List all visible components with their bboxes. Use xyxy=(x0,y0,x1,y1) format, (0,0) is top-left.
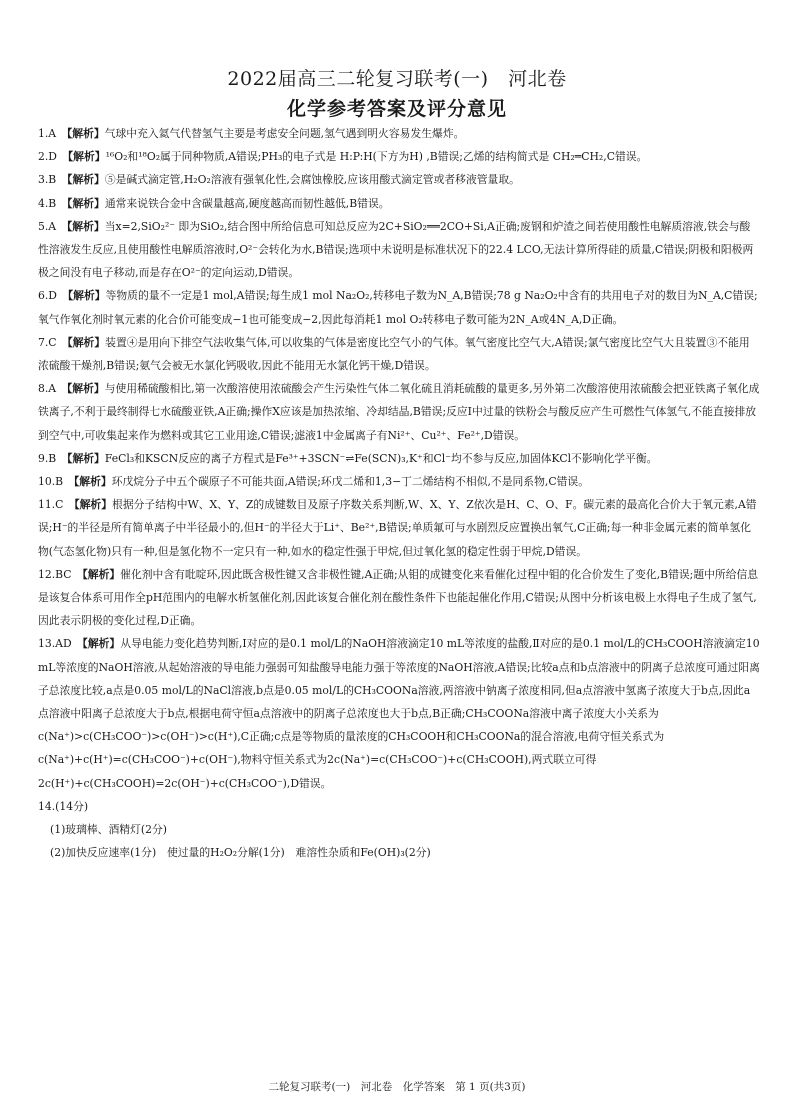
answer-item: 5.A 【解析】当x=2,SiO₂²⁻ 即为SiO₂,结合图中所给信息可知总反应为2C+SiO₂══2CO+Si,A正确;废钢和炉渣之间若使用酸性电解质溶液,铁会与酸性溶液发生反应,且使用酸性电解质溶液时,O²⁻会转化为水,B错误;选项中未说明是标准状况下的22.4 LCO,无法计算所得硅的质量,C错误;阴极和阳极两极之间没有电子移动,而是存在O²⁻的定向运动,D错误。 xyxy=(38,219,754,280)
question-14-part-2: (2)加快反应速率(1分) 使过量的H₂O₂分解(1分) 难溶性杂质和Fe(OH)₃(2分) xyxy=(50,846,431,860)
page-footer: 二轮复习联考(一) 河北卷 化学答案 第 1 页(共3页) xyxy=(268,1081,526,1093)
answer-item: 8.A 【解析】与使用稀硫酸相比,第一次酸溶使用浓硫酸会产生污染性气体二氧化硫且消耗硫酸的量更多,另外第二次酸溶使用浓硫酸会把亚铁离子氧化成铁离子,不利于最终制得七水硫酸亚铁,A正确;操作X应该是加热浓缩、冷却结晶,B错误;反应Ⅰ中过量的铁粉会与酸反应产生可燃性气体氢气,不能直接排放到空气中,可收集起来作为燃料或其它工业用途,C错误;滤液1中金属离子有Ni²⁺、Cu²⁺、Fe²⁺,D错误。 xyxy=(38,382,760,442)
answer-item: 2.D 【解析】¹⁶O₂和¹⁸O₂属于同种物质,A错误;PH₃的电子式是 H:P:H(下方为H) ,B错误;乙烯的结构简式是 CH₂═CH₂,C错误。 xyxy=(38,150,648,164)
page-title: 2022届高三二轮复习联考(一) 河北卷 xyxy=(227,68,567,90)
answer-item: 11.C 【解析】根据分子结构中W、X、Y、Z的成键数目及原子序数关系判断,W、X、Y、Z依次是H、C、O、F。碳元素的最高化合价大于氧元素,A错误;H⁻的半径是所有简单离子中半径最小的,但H⁻的半径大于Li⁺、Be²⁺,B错误;单质氟可与水剧烈反应置换出氧气,C正确;每一种非金属元素的简单氢化物(气态氢化物)只有一种,但是氢化物不一定只有一种,如水的稳定性强于甲烷,但过氧化氢的稳定性弱于甲烷,D错误。 xyxy=(38,498,757,558)
answer-item: 6.D 【解析】等物质的量不一定是1 mol,A错误;每生成1 mol Na₂O₂,转移电子数为N_A,B错误;78 g Na₂O₂中含有的共用电子对的数目为N_A,C错误;氧气作氧化剂时氧元素的化合价可能变成−1也可能变成−2,因此每消耗1 mol O₂转移电子数可能为2N_A或4N_A,D正确。 xyxy=(38,289,758,326)
page-subtitle: 化学参考答案及评分意见 xyxy=(286,98,507,120)
question-14-part-1: (1)玻璃棒、酒精灯(2分) xyxy=(50,823,167,837)
answer-item: 7.C 【解析】装置④是用向下排空气法收集气体,可以收集的气体是密度比空气小的气体。氧气密度比空气大,A错误;氯气密度比空气大且装置③不能用浓硫酸干燥剂,B错误;氨气会被无水氯化钙吸收,因此不能用无水氯化钙干燥,D错误。 xyxy=(38,335,750,373)
answer-item: 13.AD 【解析】从导电能力变化趋势判断,Ⅰ对应的是0.1 mol/L的NaOH溶液滴定10 mL等浓度的盐酸,Ⅱ对应的是0.1 mol/L的CH₃COOH溶液滴定10 mL等浓度的NaOH溶液,从起始溶液的导电能力强弱可知盐酸导电能力强于等浓度的NaOH溶液,A错误;比较a点和b点溶液中的阴离子总浓度可通过阳离子总浓度比较,a点是0.05 mol/L的NaCl溶液,b点是0.05 mol/L的CH₃COONa溶液,两溶液中钠离子浓度相同,但a点溶液中氢离子浓度大于b点,因此a点溶液中阳离子总浓度大于b点,根据电荷守恒a点溶液中的阴离子总浓度也大于b点,B正确;CH₃COONa溶液中离子浓度大小关系为c(Na⁺)>c(CH₃COO⁻)>c(OH⁻)>c(H⁺),C正确;c点是等物质的量浓度的CH₃COOH和CH₃COONa的混合溶液,电荷守恒关系式为c(Na⁺)+c(H⁺)=c(CH₃COO⁻)+c(OH⁻),物料守恒关系式为2c(Na⁺)=c(CH₃COO⁻)+c(CH₃COOH),两式联立可得2c(H⁺)+c(CH₃COOH)=2c(OH⁻)+c(CH₃COO⁻),D错误。 xyxy=(38,637,760,790)
answer-item: 1.A 【解析】气球中充入氦气代替氢气主要是考虑安全问题,氢气遇到明火容易发生爆炸。 xyxy=(38,127,465,140)
question-14-heading: 14.(14分) xyxy=(38,799,89,813)
answer-item: 10.B 【解析】环戊烷分子中五个碳原子不可能共面,A错误;环戊二烯和1,3−丁二烯结构不相似,不是同系物,C错误。 xyxy=(38,475,589,489)
answer-item: 3.B 【解析】⑤是碱式滴定管,H₂O₂溶液有强氧化性,会腐蚀橡胶,应该用酸式滴定管或者移液管量取。 xyxy=(38,173,520,187)
answer-item: 9.B 【解析】FeCl₃和KSCN反应的离子方程式是Fe³⁺+3SCN⁻⇌Fe(SCN)₃,K⁺和Cl⁻均不参与反应,加固体KCl不影响化学平衡。 xyxy=(38,451,658,465)
answer-item: 12.BC 【解析】催化剂中含有吡啶环,因此既含极性键又含非极性键,A正确;从钼的成键变化来看催化过程中钼的化合价发生了变化,B错误;题中所给信息是该复合体系可用作全pH范围内的电解水析氢催化剂,因此该复合催化剂在酸性条件下也能起催化作用,C错误;从图中分析该电极上水得电子生成了氢气,因此表示阴极的变化过程,D正确。 xyxy=(38,567,759,628)
answers-content xyxy=(38,122,760,865)
answer-item: 4.B 【解析】通常来说铁合金中含碳量越高,硬度越高而韧性越低,B错误。 xyxy=(38,196,390,210)
